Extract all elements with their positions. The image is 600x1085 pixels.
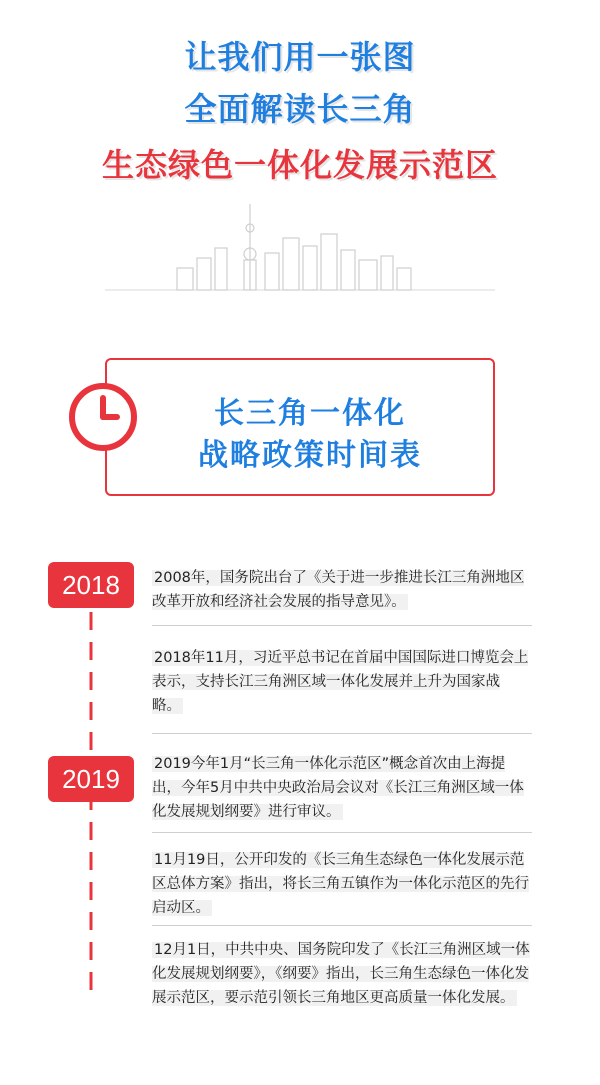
year-badge-2018: 2018: [48, 562, 134, 608]
entry-text: 2018年11月，习近平总书记在首届中国国际进口博览会上表示，支持长江三角洲区域一体化发展并上升为国家战略。: [152, 650, 529, 714]
city-skyline-icon: [105, 198, 495, 298]
entry-text: 12月1日，中共中央、国务院印发了《长江三角洲区域一体化发展规划纲要》，《纲要》指出，长三角生态绿色一体化发展示范区，要示范引领长三角地区更高质量一体化发展。: [152, 942, 530, 1006]
header-line-1: 让我们用一张图: [184, 38, 416, 76]
clock-icon: [66, 380, 140, 454]
policy-title-line-1: 长三角一体化: [214, 396, 406, 431]
header-line-3: 生态绿色一体化发展示范区: [101, 146, 498, 184]
timeline-entry-2: [152, 646, 530, 718]
divider: [152, 832, 532, 833]
year-badge-2019: 2019: [48, 756, 134, 802]
timeline-entry-3: [152, 752, 530, 824]
entry-text: 11月19日，公开印发的《长三角生态绿色一体化发展示范区总体方案》指出，将长三角五镇作为一体化示范区的先行启动区。: [152, 852, 529, 916]
header-line-2: 全面解读长三角: [184, 90, 416, 128]
entry-text: 2019今年1月“长三角一体化示范区”概念首次由上海提出，今年5月中共中央政治局会议对《长江三角洲区域一体化发展规划纲要》进行审议。: [152, 756, 524, 820]
timeline-entry-5: [152, 938, 530, 1010]
timeline-entry-1: [152, 566, 530, 614]
policy-title-line-2: 战略政策时间表: [198, 438, 422, 473]
timeline-entry-4: [152, 848, 530, 920]
divider: [152, 925, 532, 926]
divider: [152, 733, 532, 734]
entry-text: 2008年，国务院出台了《关于进一步推进长江三角洲地区改革开放和经济社会发展的指导意见》。: [152, 570, 525, 610]
divider: [152, 625, 532, 626]
timeline-dashed-line: [89, 612, 93, 1002]
